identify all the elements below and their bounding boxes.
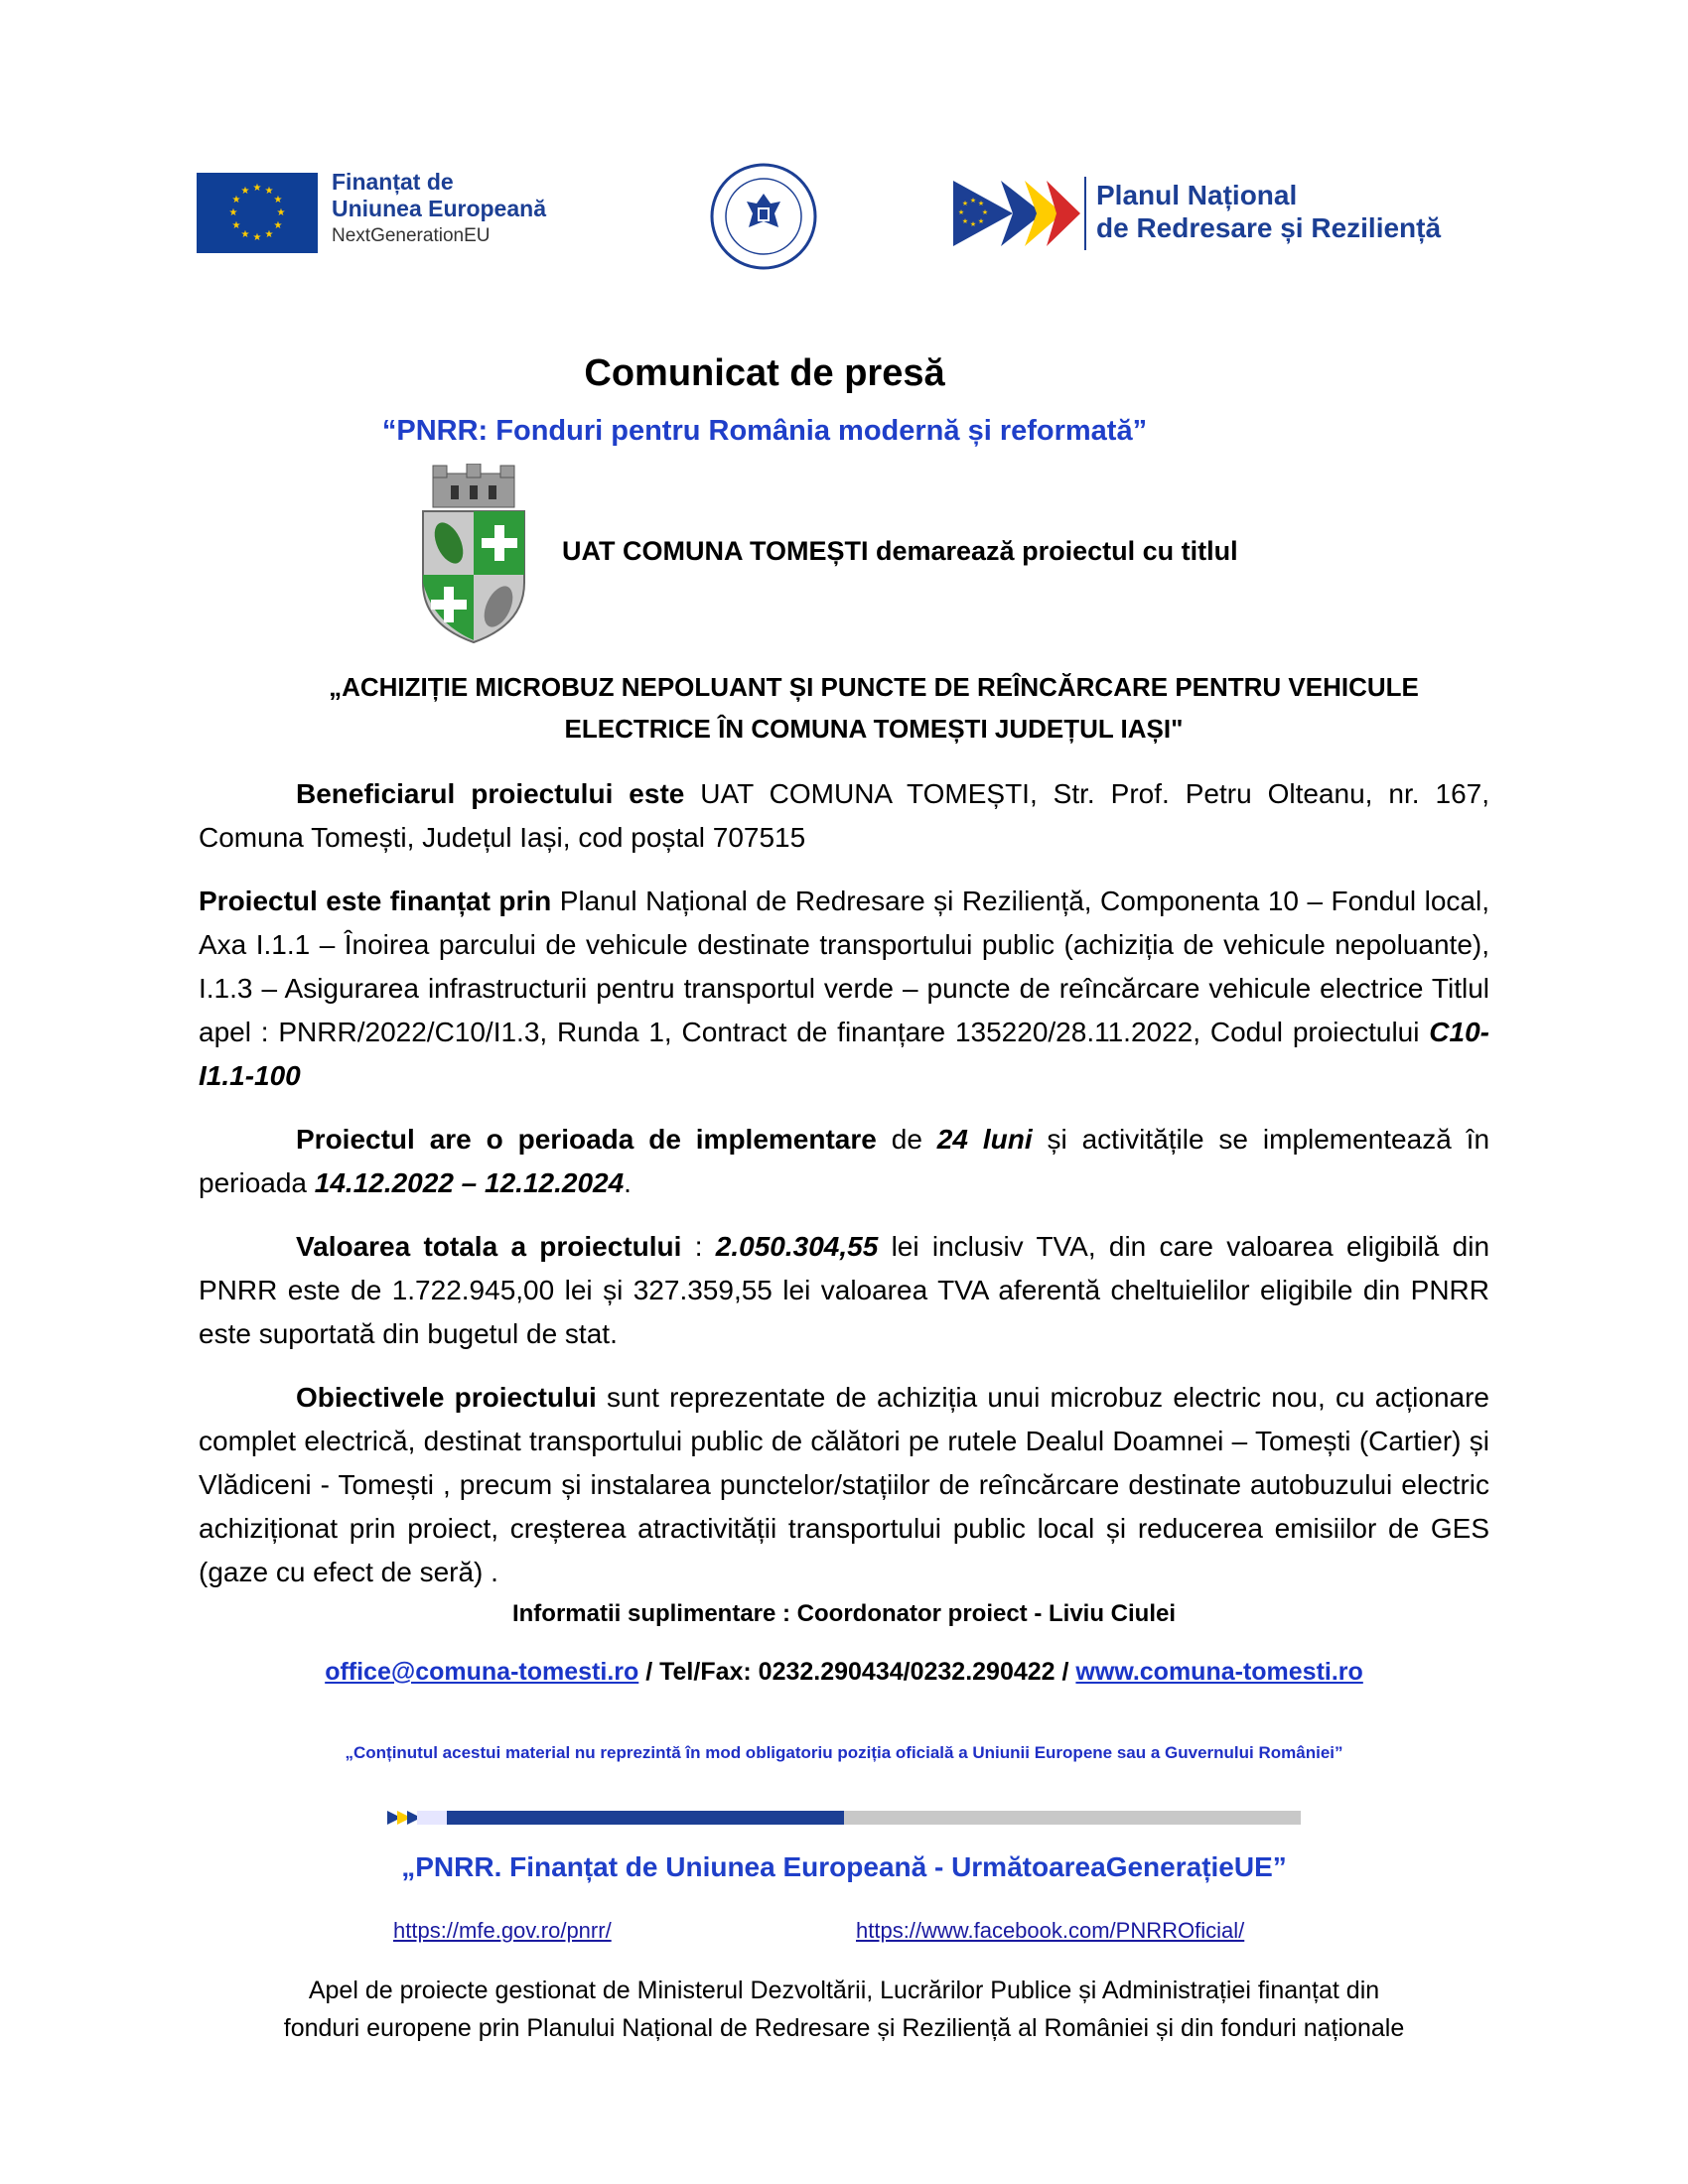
page-subtitle: “PNRR: Fonduri pentru România modernă și reformată”	[381, 415, 1148, 447]
eu-flag-logo	[197, 173, 318, 253]
pnrr-text-line1: Planul Național	[1096, 180, 1298, 210]
beneficiary-label: Beneficiarul proiectului este	[296, 778, 685, 809]
romanian-government-seal-logo	[709, 162, 818, 271]
email-link[interactable]: office@comuna-tomesti.ro	[325, 1658, 639, 1686]
svg-text:★: ★	[240, 186, 250, 197]
beneficiary-text: UAT COMUNA TOMEȘTI, Str. Prof. Petru Olteanu, nr. 167, Comuna Tomești, Județul Iași, cod poștal 707515	[199, 778, 1489, 853]
objectives-paragraph	[199, 1376, 1489, 1594]
svg-text:★: ★	[264, 229, 274, 240]
svg-text:★: ★	[981, 208, 989, 216]
svg-text:★: ★	[273, 195, 283, 205]
funding-paragraph	[199, 880, 1489, 1098]
svg-text:★: ★	[961, 217, 969, 225]
implementation-text-c: .	[624, 1167, 632, 1198]
svg-text:★: ★	[977, 200, 985, 207]
contact-line	[0, 1658, 1688, 1687]
footer-note-line2: fonduri europene prin Planului Național de Redresare și Reziliență al României și din fonduri naționale	[283, 2014, 1405, 2042]
implementation-period: 14.12.2022 – 12.12.2024	[314, 1167, 625, 1198]
eu-text-line1: Finanțat de	[332, 169, 454, 195]
value-text-a: :	[681, 1231, 716, 1262]
svg-text:★: ★	[228, 207, 238, 218]
value-label: Valoarea totala a proiectului	[296, 1231, 682, 1262]
total-value: 2.050.304,55	[715, 1231, 879, 1262]
project-title-line1: „ACHIZIȚIE MICROBUZ NEPOLUANT ȘI PUNCTE DE REÎNCĂRCARE PENTRU VEHICULE	[329, 672, 1419, 702]
additional-info: Informatii suplimentare : Coordonator proiect - Liviu Ciulei	[511, 1600, 1177, 1627]
implementation-paragraph	[199, 1118, 1489, 1205]
implementation-text-b: și activitățile se implementează în perioada	[199, 1124, 1490, 1198]
eu-text-line2: Uniunea Europeană	[332, 196, 546, 222]
project-title	[258, 667, 1489, 750]
implementation-label: Proiectul are o perioada de implementare	[296, 1124, 877, 1155]
website-link[interactable]: www.comuna-tomesti.ro	[1075, 1658, 1363, 1686]
pnrr-text-line2: de Redresare și Reziliență	[1096, 212, 1442, 244]
tomesti-coat-of-arms	[419, 464, 528, 644]
facebook-pnrr-link[interactable]: https://www.facebook.com/PNRROficial/	[856, 1918, 1245, 1943]
pnrr-logo-text	[1096, 179, 1441, 244]
uat-announcement: UAT COMUNA TOMEȘTI demarează proiectul cu titlul	[562, 536, 1238, 566]
value-text-b: lei inclusiv TVA, din care valoarea eligibilă din PNRR este de 1.722.945,00 lei și 327.359,55 lei valoarea TVA aferentă cheltuielilor eligibile din PNRR este suportată din bugetul de stat.	[199, 1231, 1490, 1349]
svg-text:★: ★	[264, 186, 274, 197]
svg-text:★: ★	[231, 195, 241, 205]
footer-slogan: „PNRR. Finanțat de Uniunea Europeană - UrmătoareaGenerațieUE”	[401, 1851, 1287, 1882]
mfe-pnrr-link[interactable]: https://mfe.gov.ro/pnrr/	[393, 1918, 612, 1943]
svg-text:★: ★	[252, 232, 262, 243]
svg-text:★: ★	[231, 220, 241, 231]
objectives-label: Obiectivele proiectului	[296, 1382, 597, 1413]
eu-text-line3: NextGenerationEU	[332, 225, 491, 247]
eu-funding-text	[332, 169, 546, 248]
implementation-months: 24 luni	[936, 1124, 1033, 1155]
footer-note-line1: Apel de proiecte gestionat de Ministerul Dezvoltării, Lucrărilor Publice și Administrației finanțat din	[308, 1977, 1380, 2004]
svg-text:★: ★	[957, 208, 965, 216]
implementation-text-a: de	[876, 1124, 937, 1155]
project-title-line2: ELECTRICE ÎN COMUNA TOMEȘTI JUDEȚUL IAȘI"	[564, 713, 1184, 744]
disclaimer: „Conținutul acestui material nu reprezintă în mod obligatoriu poziția oficială a Uniunii Europene sau a Guvernului României”	[345, 1743, 1343, 1762]
svg-text:★: ★	[252, 183, 262, 194]
svg-text:★: ★	[977, 217, 985, 225]
objectives-text: sunt reprezentate de achiziția unui microbuz electric nou, cu acționare complet electrică, destinat transportului public de călători pe rutele Dealul Doamnei – Tomești (Cartier) și Vlădiceni - Tomești , precum și instalarea punctelor/stațiilor de reîncărcare destinate autobuzului electric achiziționat prin proiect, creșterea atractivității transportului public local și reducerea emisiilor de GES (gaze cu efect de seră) .	[199, 1382, 1489, 1587]
footer-color-bar	[387, 1809, 1301, 1827]
svg-text:★: ★	[276, 207, 286, 218]
pnrr-logo-divider	[1084, 177, 1086, 250]
value-paragraph	[199, 1225, 1489, 1356]
footer-note	[0, 1972, 1688, 2047]
svg-text:★: ★	[969, 220, 977, 228]
pnrr-logo-mark	[953, 179, 1080, 248]
funding-text: Planul Național de Redresare și Reziliență, Componenta 10 – Fondul local, Axa I.1.1 – Înoirea parcului de vehicule destinate transportului public (achiziția de vehicule nepoluante), I.1.3 – Asigurarea infrastructurii pentru transportul verde – puncte de reîncărcare vehicule electrice Titlul apel : PNRR/2022/C10/I1.3, Runda 1, Contract de finanțare 135220/28.11.2022, Codul proiectului	[199, 886, 1489, 1047]
svg-text:★: ★	[969, 197, 977, 205]
project-code: C10-I1.1-100	[199, 1017, 1489, 1091]
beneficiary-paragraph	[199, 772, 1489, 860]
funding-label: Proiectul este finanțat prin	[199, 886, 552, 916]
svg-text:★: ★	[961, 200, 969, 207]
page-title: Comunicat de presă	[584, 352, 945, 394]
svg-text:★: ★	[240, 229, 250, 240]
phone-text: / Tel/Fax: 0232.290434/0232.290422 /	[638, 1658, 1076, 1686]
svg-text:★: ★	[273, 220, 283, 231]
